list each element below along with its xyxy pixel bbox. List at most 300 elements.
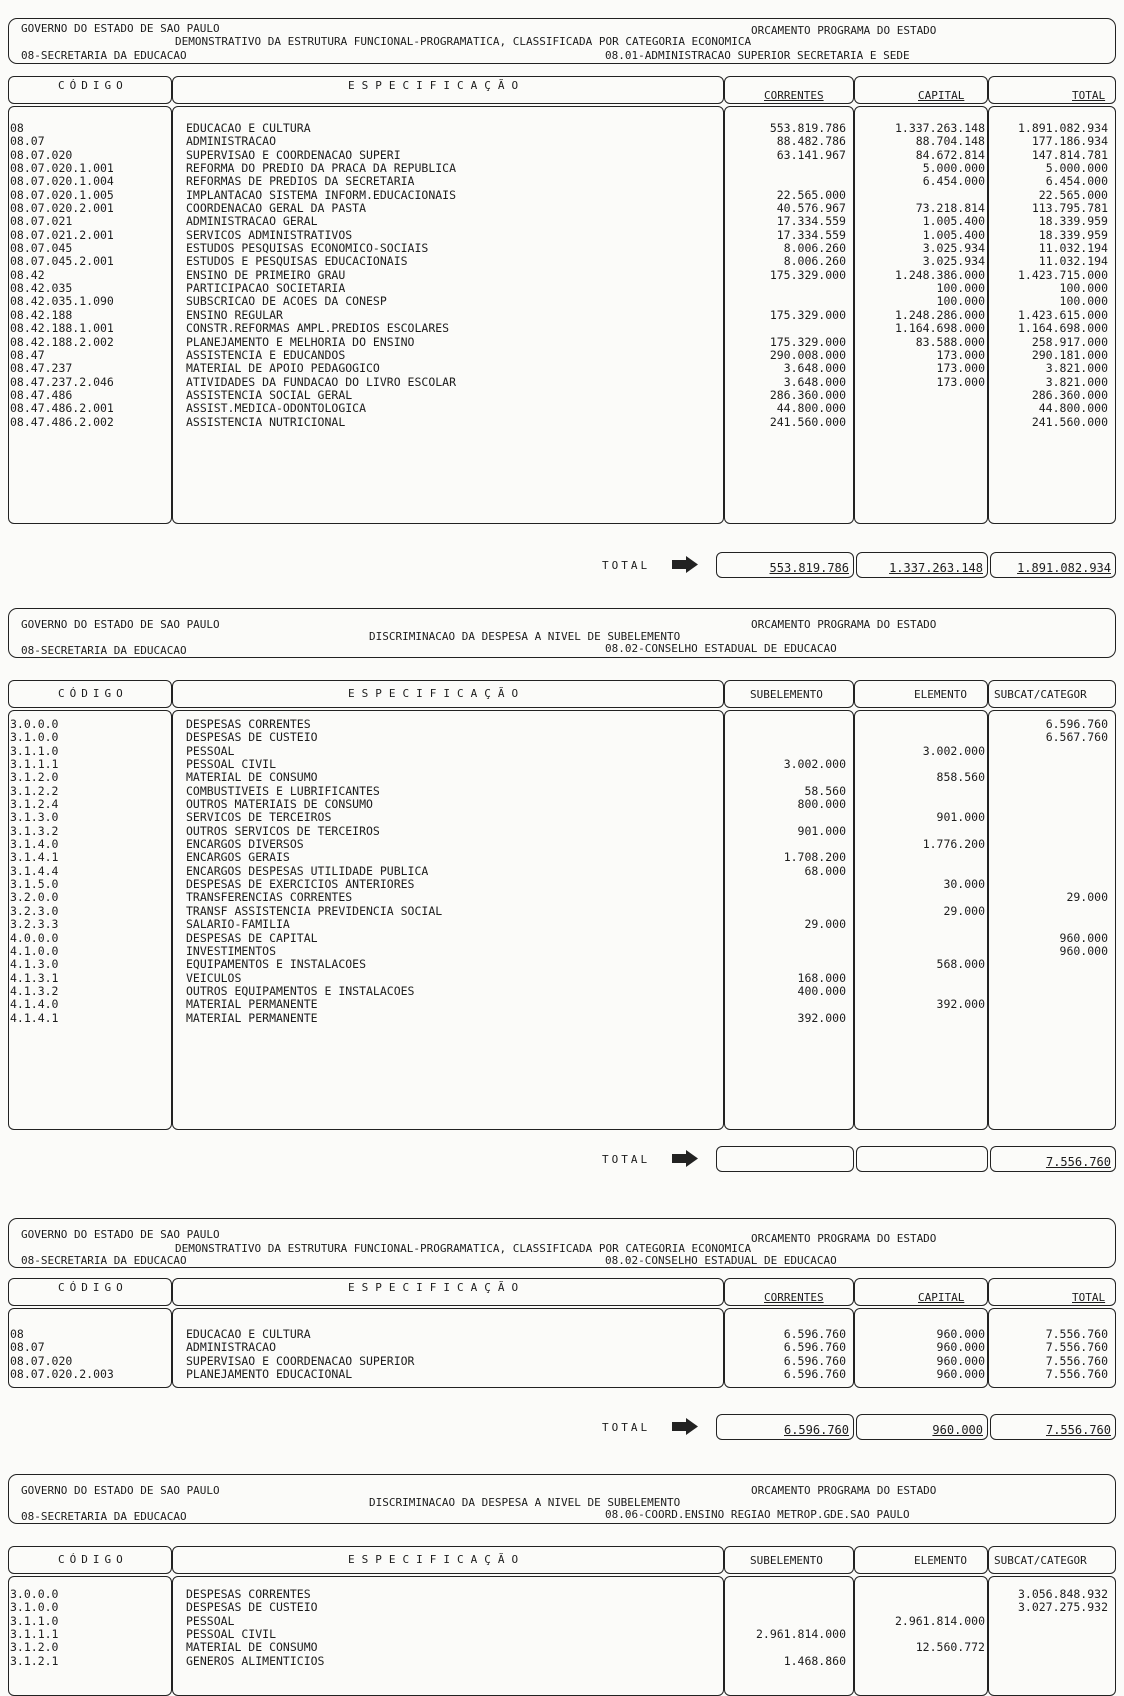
value-col2-cell: 73.218.814 <box>915 201 985 216</box>
value-col2-cell: 1.248.386.000 <box>894 267 985 282</box>
especificacao-cell: OUTROS MATERIAIS DE CONSUMO <box>186 797 373 812</box>
government-label: GOVERNO DO ESTADO DE SAO PAULO <box>21 1228 220 1241</box>
especificacao-cell: ENSINO DE PRIMEIRO GRAU <box>186 267 346 282</box>
table-body <box>8 1588 1116 1668</box>
table-row <box>8 135 1116 148</box>
table-row <box>8 932 1116 945</box>
table-row <box>8 349 1116 362</box>
value-col2-cell: 568.000 <box>936 957 985 972</box>
table-row <box>8 295 1116 308</box>
especificacao-cell: ENCARGOS DESPESAS UTILIDADE PUBLICA <box>186 863 429 878</box>
total-correntes: 553.819.786 <box>716 552 854 578</box>
value-col1-cell: 901.000 <box>797 823 846 838</box>
value-col2-cell: 12.560.772 <box>915 1640 985 1655</box>
codigo-cell: 08.07.045 <box>10 241 73 256</box>
value-col3-cell: 960.000 <box>1059 930 1108 945</box>
table-row <box>8 851 1116 864</box>
table-row <box>8 1601 1116 1614</box>
value-col3-cell: 177.186.934 <box>1031 134 1108 149</box>
table-row <box>8 162 1116 175</box>
table-row <box>8 905 1116 918</box>
section-funcional-0801 <box>8 18 1116 586</box>
table-row <box>8 189 1116 202</box>
value-col2-cell: 1.776.200 <box>922 837 985 852</box>
codigo-cell: 3.1.3.0 <box>10 810 59 825</box>
codigo-cell: 08.07.021.2.001 <box>10 227 114 242</box>
codigo-cell: 08.07.020.1.001 <box>10 161 114 176</box>
value-col3-cell: 3.056.848.932 <box>1017 1587 1108 1601</box>
secretaria-label: 08-SECRETARIA DA EDUCACAO <box>21 1254 187 1267</box>
table-row <box>8 376 1116 389</box>
codigo-cell: 08.07 <box>10 134 45 149</box>
value-col1-cell: 241.560.000 <box>769 414 846 429</box>
value-col3-cell: 6.596.760 <box>1045 717 1108 731</box>
especificacao-cell: PESSOAL <box>186 743 235 758</box>
table-row <box>8 215 1116 228</box>
codigo-cell: 3.0.0.0 <box>10 717 59 731</box>
value-col2-cell: 858.560 <box>936 770 985 785</box>
especificacao-cell: REFORMA DO PREDIO DA PRACA DA REPUBLICA <box>186 161 457 176</box>
codigo-cell: 3.1.1.0 <box>10 743 59 758</box>
table-row <box>8 825 1116 838</box>
table-row <box>8 865 1116 878</box>
value-col2-cell: 30.000 <box>943 877 985 892</box>
total-geral: 1.891.082.934 <box>990 552 1116 578</box>
codigo-cell: 3.1.5.0 <box>10 877 59 892</box>
codigo-cell: 3.1.1.1 <box>10 1627 59 1642</box>
especificacao-cell: ADMINISTRACAO <box>186 134 277 149</box>
value-col1-cell: 3.002.000 <box>783 757 846 772</box>
value-col2-cell: 1.164.698.000 <box>894 321 985 336</box>
value-col3-cell: 286.360.000 <box>1031 387 1108 402</box>
value-col1-cell: 392.000 <box>797 1010 846 1025</box>
value-col3-cell: 290.181.000 <box>1031 347 1108 362</box>
value-col2-cell: 960.000 <box>936 1340 985 1355</box>
table-row <box>8 785 1116 798</box>
value-col3-cell: 1.891.082.934 <box>1017 121 1108 135</box>
especificacao-cell: MATERIAL DE APOIO PEDAGOGICO <box>186 361 380 376</box>
codigo-cell: 08.07.020.1.005 <box>10 187 114 202</box>
value-col3-cell: 18.339.959 <box>1038 227 1108 242</box>
value-col1-cell: 6.596.760 <box>783 1367 846 1382</box>
table-row <box>8 1588 1116 1601</box>
table-row <box>8 718 1116 731</box>
table-body <box>8 122 1116 429</box>
codigo-header: CÓDIGO <box>58 79 128 92</box>
value-col3-cell: 6.454.000 <box>1045 174 1108 189</box>
codigo-cell: 08.07.045.2.001 <box>10 254 114 269</box>
budget-label: ORCAMENTO PROGRAMA DO ESTADO <box>751 24 937 37</box>
document-header <box>8 18 1116 64</box>
value-col1-cell: 1.708.200 <box>783 850 846 865</box>
secretaria-label: 08-SECRETARIA DA EDUCACAO <box>21 49 187 62</box>
table-row <box>8 175 1116 188</box>
table-row <box>8 202 1116 215</box>
especificacao-cell: PESSOAL <box>186 1613 235 1628</box>
subcat-header: SUBCAT/CATEGOR <box>994 688 1087 701</box>
value-col1-cell: 58.560 <box>804 783 846 798</box>
value-col3-cell: 7.556.760 <box>1045 1367 1108 1382</box>
value-col2-cell: 173.000 <box>936 361 985 376</box>
codigo-cell: 3.1.1.0 <box>10 1613 59 1628</box>
table-row <box>8 309 1116 322</box>
total-label: TOTAL <box>602 1153 651 1166</box>
table-row <box>8 985 1116 998</box>
value-col3-cell: 100.000 <box>1059 294 1108 309</box>
secretaria-label: 08-SECRETARIA DA EDUCACAO <box>21 644 187 657</box>
budget-label: ORCAMENTO PROGRAMA DO ESTADO <box>751 1232 937 1245</box>
document-header <box>8 1474 1116 1524</box>
especificacao-cell: PARTICIPACAO SOCIETARIA <box>186 281 346 296</box>
table-row <box>8 798 1116 811</box>
especificacao-cell: SALARIO-FAMILIA <box>186 917 290 932</box>
value-col3-cell: 147.814.781 <box>1031 147 1108 162</box>
value-col3-cell: 3.821.000 <box>1045 361 1108 376</box>
especificacao-cell: DESPESAS DE CAPITAL <box>186 930 318 945</box>
secretaria-label: 08-SECRETARIA DA EDUCACAO <box>21 1510 187 1523</box>
section-subelemento-0806 <box>8 1474 1116 1684</box>
especificacao-cell: IMPLANTACAO SISTEMA INFORM.EDUCACIONAIS <box>186 187 457 202</box>
table-row <box>8 945 1116 958</box>
value-col2-cell: 3.002.000 <box>922 743 985 758</box>
value-col2-cell: 1.005.400 <box>922 214 985 229</box>
especificacao-cell: MATERIAL DE CONSUMO <box>186 770 318 785</box>
value-col1-cell: 800.000 <box>797 797 846 812</box>
especificacao-cell: GENEROS ALIMENTICIOS <box>186 1653 325 1668</box>
especificacao-cell: SERVICOS ADMINISTRATIVOS <box>186 227 353 242</box>
codigo-cell: 08.42.188.2.002 <box>10 334 114 349</box>
table-row <box>8 771 1116 784</box>
especificacao-cell: CONSTR.REFORMAS AMPL.PREDIOS ESCOLARES <box>186 321 450 336</box>
codigo-cell: 3.2.0.0 <box>10 890 59 905</box>
codigo-cell: 08.07.020 <box>10 147 73 162</box>
especificacao-cell: SUPERVISAO E COORDENACAO SUPERI <box>186 147 401 162</box>
codigo-cell: 08.42.188 <box>10 307 73 322</box>
especificacao-cell: DESPESAS DE CUSTEIO <box>186 730 318 745</box>
value-col1-cell: 68.000 <box>804 863 846 878</box>
codigo-header: CÓDIGO <box>58 1281 128 1294</box>
value-col1-cell: 168.000 <box>797 970 846 985</box>
codigo-cell: 08 <box>10 1327 24 1341</box>
table-row <box>8 1655 1116 1668</box>
especificacao-header: ESPECIFICAÇÃO <box>348 1553 526 1566</box>
value-col1-cell: 44.800.000 <box>776 401 846 416</box>
value-col3-cell: 258.917.000 <box>1031 334 1108 349</box>
value-col1-cell: 3.648.000 <box>783 374 846 389</box>
value-col1-cell: 6.596.760 <box>783 1327 846 1341</box>
especificacao-cell: ESTUDOS PESQUISAS ECONOMICO-SOCIAIS <box>186 241 429 256</box>
value-col3-cell: 7.556.760 <box>1045 1353 1108 1368</box>
total-label: TOTAL <box>602 559 651 572</box>
value-col2-cell: 5.000.000 <box>922 161 985 176</box>
total-bar <box>8 1146 1116 1174</box>
value-col3-cell: 6.567.760 <box>1045 730 1108 745</box>
table-body <box>8 1328 1116 1381</box>
especificacao-header: ESPECIFICAÇÃO <box>348 1281 526 1294</box>
budget-label: ORCAMENTO PROGRAMA DO ESTADO <box>751 1484 937 1497</box>
table-row <box>8 998 1116 1011</box>
value-col2-cell: 84.672.814 <box>915 147 985 162</box>
total-label: TOTAL <box>602 1421 651 1434</box>
capital-header: CAPITAL <box>918 89 965 102</box>
value-col1-cell: 63.141.967 <box>776 147 846 162</box>
codigo-cell: 08.42 <box>10 267 45 282</box>
codigo-cell: 3.1.4.4 <box>10 863 59 878</box>
value-col2-cell: 392.000 <box>936 997 985 1012</box>
especificacao-cell: ASSISTENCIA NUTRICIONAL <box>186 414 346 429</box>
table-row <box>8 958 1116 971</box>
especificacao-cell: MATERIAL PERMANENTE <box>186 997 318 1012</box>
table-row <box>8 242 1116 255</box>
value-col1-cell: 17.334.559 <box>776 227 846 242</box>
especificacao-cell: DESPESAS CORRENTES <box>186 1587 311 1601</box>
especificacao-header: ESPECIFICAÇÃO <box>348 687 526 700</box>
government-label: GOVERNO DO ESTADO DE SAO PAULO <box>21 22 220 35</box>
especificacao-cell: OUTROS EQUIPAMENTOS E INSTALACOES <box>186 983 415 998</box>
codigo-cell: 3.1.1.1 <box>10 757 59 772</box>
table-body <box>8 718 1116 1025</box>
codigo-cell: 08.07.020.1.004 <box>10 174 114 189</box>
total-categoria: 7.556.760 <box>990 1146 1116 1172</box>
value-col3-cell: 29.000 <box>1066 890 1108 905</box>
especificacao-cell: DESPESAS DE EXERCICIOS ANTERIORES <box>186 877 415 892</box>
table-row <box>8 1368 1116 1381</box>
unidade-label: 08.02-CONSELHO ESTADUAL DE EDUCACAO <box>605 1254 837 1267</box>
elemento-header: ELEMENTO <box>914 688 967 701</box>
column-headers <box>8 680 1116 708</box>
especificacao-cell: MATERIAL PERMANENTE <box>186 1010 318 1025</box>
codigo-cell: 3.1.3.2 <box>10 823 59 838</box>
codigo-cell: 4.1.0.0 <box>10 943 59 958</box>
value-col1-cell: 6.596.760 <box>783 1340 846 1355</box>
especificacao-cell: EDUCACAO E CULTURA <box>186 121 311 135</box>
value-col2-cell: 1.005.400 <box>922 227 985 242</box>
value-col3-cell: 7.556.760 <box>1045 1327 1108 1341</box>
codigo-cell: 4.0.0.0 <box>10 930 59 945</box>
codigo-cell: 3.1.2.0 <box>10 1640 59 1655</box>
value-col3-cell: 1.423.715.000 <box>1017 267 1108 282</box>
value-col2-cell: 100.000 <box>936 281 985 296</box>
codigo-cell: 4.1.3.0 <box>10 957 59 972</box>
especificacao-cell: MATERIAL DE CONSUMO <box>186 1640 318 1655</box>
value-col1-cell: 8.006.260 <box>783 254 846 269</box>
especificacao-cell: ASSISTENCIA SOCIAL GERAL <box>186 387 353 402</box>
codigo-cell: 4.1.3.1 <box>10 970 59 985</box>
value-col3-cell: 7.556.760 <box>1045 1340 1108 1355</box>
correntes-header: CORRENTES <box>764 1291 824 1304</box>
codigo-cell: 08.07.020 <box>10 1353 73 1368</box>
codigo-cell: 08.07.020.2.003 <box>10 1367 114 1382</box>
table-row <box>8 229 1116 242</box>
value-col2-cell: 960.000 <box>936 1367 985 1382</box>
total-elemento <box>856 1146 988 1172</box>
especificacao-cell: PLANEJAMENTO E MELHORIA DO ENSINO <box>186 334 415 349</box>
table-row <box>8 149 1116 162</box>
value-col3-cell: 3.821.000 <box>1045 374 1108 389</box>
codigo-cell: 08.47.237.2.046 <box>10 374 114 389</box>
codigo-cell: 3.2.3.0 <box>10 903 59 918</box>
value-col1-cell: 400.000 <box>797 983 846 998</box>
value-col3-cell: 44.800.000 <box>1038 401 1108 416</box>
value-col1-cell: 286.360.000 <box>769 387 846 402</box>
table-row <box>8 1355 1116 1368</box>
especificacao-cell: EDUCACAO E CULTURA <box>186 1327 311 1341</box>
table-row <box>8 269 1116 282</box>
value-col2-cell: 173.000 <box>936 374 985 389</box>
codigo-cell: 3.0.0.0 <box>10 1587 59 1601</box>
value-col2-cell: 29.000 <box>943 903 985 918</box>
especificacao-header: ESPECIFICAÇÃO <box>348 79 526 92</box>
value-col1-cell: 88.482.786 <box>776 134 846 149</box>
value-col3-cell: 113.795.781 <box>1031 201 1108 216</box>
table-row <box>8 838 1116 851</box>
total-header: TOTAL <box>1072 1291 1106 1304</box>
codigo-cell: 3.1.4.1 <box>10 850 59 865</box>
especificacao-cell: PESSOAL CIVIL <box>186 757 277 772</box>
government-label: GOVERNO DO ESTADO DE SAO PAULO <box>21 618 220 631</box>
total-header: TOTAL <box>1072 89 1106 102</box>
especificacao-cell: ADMINISTRACAO <box>186 1340 277 1355</box>
document-header <box>8 1218 1116 1268</box>
table-row <box>8 1341 1116 1354</box>
total-capital: 960.000 <box>856 1414 988 1440</box>
codigo-cell: 4.1.4.1 <box>10 1010 59 1025</box>
codigo-cell: 08.42.188.1.001 <box>10 321 114 336</box>
especificacao-cell: ENCARGOS GERAIS <box>186 850 290 865</box>
subelemento-header: SUBELEMENTO <box>750 688 823 701</box>
especificacao-cell: PLANEJAMENTO EDUCACIONAL <box>186 1367 353 1382</box>
value-col3-cell: 960.000 <box>1059 943 1108 958</box>
codigo-cell: 3.1.4.0 <box>10 837 59 852</box>
especificacao-cell: EQUIPAMENTOS E INSTALACOES <box>186 957 367 972</box>
value-col2-cell: 3.025.934 <box>922 241 985 256</box>
codigo-cell: 3.1.2.2 <box>10 783 59 798</box>
table-row <box>8 416 1116 429</box>
value-col2-cell: 901.000 <box>936 810 985 825</box>
especificacao-cell: ATIVIDADES DA FUNDACAO DO LIVRO ESCOLAR <box>186 374 457 389</box>
codigo-cell: 08.07.021 <box>10 214 73 229</box>
value-col1-cell: 2.961.814.000 <box>755 1627 846 1642</box>
table-row <box>8 1328 1116 1341</box>
especificacao-cell: ADMINISTRACAO GERAL <box>186 214 318 229</box>
codigo-cell: 08 <box>10 121 24 135</box>
value-col1-cell: 1.468.860 <box>783 1653 846 1668</box>
codigo-cell: 3.1.0.0 <box>10 1600 59 1615</box>
value-col2-cell: 100.000 <box>936 294 985 309</box>
column-headers <box>8 1278 1116 1306</box>
value-col3-cell: 1.164.698.000 <box>1017 321 1108 336</box>
table-row <box>8 878 1116 891</box>
value-col2-cell: 1.248.286.000 <box>894 307 985 322</box>
codigo-cell: 4.1.4.0 <box>10 997 59 1012</box>
total-bar <box>8 1414 1116 1442</box>
especificacao-cell: SUPERVISAO E COORDENACAO SUPERIOR <box>186 1353 415 1368</box>
codigo-header: CÓDIGO <box>58 1553 128 1566</box>
value-col3-cell: 11.032.194 <box>1038 241 1108 256</box>
subcat-header: SUBCAT/CATEGOR <box>994 1554 1087 1567</box>
value-col1-cell: 29.000 <box>804 917 846 932</box>
unidade-label: 08.02-CONSELHO ESTADUAL DE EDUCACAO <box>605 642 837 655</box>
table-row <box>8 811 1116 824</box>
table-row <box>8 758 1116 771</box>
codigo-cell: 3.1.2.4 <box>10 797 59 812</box>
total-geral: 7.556.760 <box>990 1414 1116 1440</box>
especificacao-cell: ASSIST.MEDICA-ODONTOLOGICA <box>186 401 367 416</box>
especificacao-cell: COMBUSTIVEIS E LUBRIFICANTES <box>186 783 380 798</box>
column-headers <box>8 76 1116 104</box>
table-row <box>8 972 1116 985</box>
arrow-right-icon <box>672 556 698 573</box>
table-row <box>8 731 1116 744</box>
value-col1-cell: 3.648.000 <box>783 361 846 376</box>
value-col3-cell: 100.000 <box>1059 281 1108 296</box>
value-col1-cell: 22.565.000 <box>776 187 846 202</box>
subelemento-header: SUBELEMENTO <box>750 1554 823 1567</box>
table-row <box>8 1012 1116 1025</box>
arrow-right-icon <box>672 1150 698 1167</box>
unidade-label: 08.01-ADMINISTRACAO SUPERIOR SECRETARIA E SEDE <box>605 49 910 62</box>
value-col1-cell: 6.596.760 <box>783 1353 846 1368</box>
especificacao-cell: DESPESAS CORRENTES <box>186 717 311 731</box>
codigo-cell: 3.2.3.3 <box>10 917 59 932</box>
value-col3-cell: 1.423.615.000 <box>1017 307 1108 322</box>
report-title: DEMONSTRATIVO DA ESTRUTURA FUNCIONAL-PROGRAMATICA, CLASSIFICADA POR CATEGORIA ECONOMICA <box>175 35 752 48</box>
value-col1-cell: 40.576.967 <box>776 201 846 216</box>
total-bar <box>8 552 1116 580</box>
table-row <box>8 745 1116 758</box>
value-col3-cell: 241.560.000 <box>1031 414 1108 429</box>
report-title: DISCRIMINACAO DA DESPESA A NIVEL DE SUBELEMENTO <box>369 1496 681 1509</box>
value-col2-cell: 173.000 <box>936 347 985 362</box>
especificacao-cell: TRANSF ASSISTENCIA PREVIDENCIA SOCIAL <box>186 903 443 918</box>
table-row <box>8 122 1116 135</box>
report-title: DISCRIMINACAO DA DESPESA A NIVEL DE SUBELEMENTO <box>369 630 681 643</box>
total-subelemento <box>716 1146 854 1172</box>
codigo-cell: 08.47 <box>10 347 45 362</box>
value-col2-cell: 3.025.934 <box>922 254 985 269</box>
table-row <box>8 918 1116 931</box>
codigo-cell: 3.1.2.1 <box>10 1653 59 1668</box>
codigo-cell: 4.1.3.2 <box>10 983 59 998</box>
table-row <box>8 322 1116 335</box>
value-col3-cell: 3.027.275.932 <box>1017 1600 1108 1615</box>
budget-label: ORCAMENTO PROGRAMA DO ESTADO <box>751 618 937 631</box>
value-col2-cell: 960.000 <box>936 1327 985 1341</box>
especificacao-cell: ESTUDOS E PESQUISAS EDUCACIONAIS <box>186 254 408 269</box>
value-col2-cell: 2.961.814.000 <box>894 1613 985 1628</box>
especificacao-cell: REFORMAS DE PREDIOS DA SECRETARIA <box>186 174 415 189</box>
elemento-header: ELEMENTO <box>914 1554 967 1567</box>
value-col2-cell: 1.337.263.148 <box>894 121 985 135</box>
table-row <box>8 362 1116 375</box>
capital-header: CAPITAL <box>918 1291 965 1304</box>
especificacao-cell: COORDENACAO GERAL DA PASTA <box>186 201 367 216</box>
value-col1-cell: 553.819.786 <box>769 121 846 135</box>
codigo-cell: 3.1.2.0 <box>10 770 59 785</box>
column-headers <box>8 1546 1116 1574</box>
codigo-cell: 08.47.486.2.002 <box>10 414 114 429</box>
table-row <box>8 402 1116 415</box>
value-col2-cell: 83.588.000 <box>915 334 985 349</box>
value-col3-cell: 5.000.000 <box>1045 161 1108 176</box>
section-funcional-0802 <box>8 1218 1116 1450</box>
especificacao-cell: ENCARGOS DIVERSOS <box>186 837 304 852</box>
table-row <box>8 1628 1116 1641</box>
table-row <box>8 282 1116 295</box>
report-title: DEMONSTRATIVO DA ESTRUTURA FUNCIONAL-PROGRAMATICA, CLASSIFICADA POR CATEGORIA ECONOMICA <box>175 1242 752 1255</box>
especificacao-cell: VEICULOS <box>186 970 242 985</box>
especificacao-cell: OUTROS SERVICOS DE TERCEIROS <box>186 823 380 838</box>
